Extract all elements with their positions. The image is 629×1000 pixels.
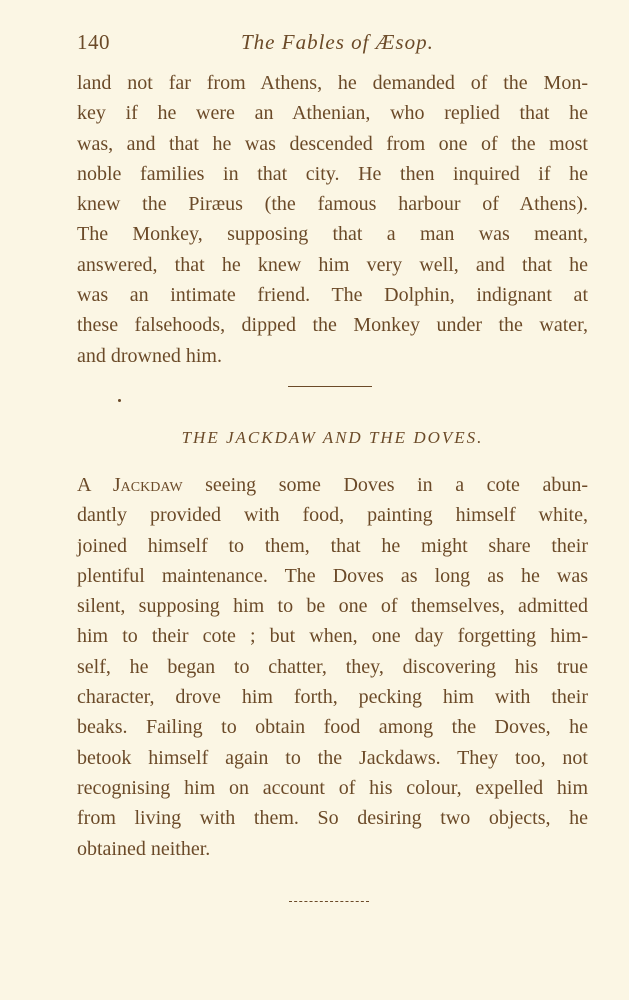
running-title: The Fables of Æsop. [241,30,434,54]
text-line: land not far from Athens, he demanded of the Mon- [77,72,588,94]
first-text-line [77,470,588,500]
text-line: him to their cote ; but when, one day forgetting him- [77,625,588,648]
text-line: silent, supposing him to be one of themselves, admitted [77,595,588,618]
text-line: knew the Piræus (the famous harbour of Athens). [77,193,588,216]
text-line: plentiful maintenance. The Doves as long as he was [77,564,588,587]
opening-word: A [77,474,91,496]
opening-smallcaps: Jackdaw [112,474,183,496]
print-speck [118,399,121,402]
text-line: these falsehoods, dipped the Monkey under the water, [77,314,588,337]
text-line: betook himself again to the Jackdaws. They too, not [77,746,588,769]
first-line-rest: seeing some Doves in a cote abun- [182,474,589,496]
text-line: self, he began to chatter, they, discovering his true [77,655,588,678]
text-line: character, drove him forth, pecking him with their [77,686,588,709]
text-line: answered, that he knew him very well, and that he [77,253,588,276]
text-line: and drowned him. [77,344,222,367]
continuation-paragraph [77,68,588,371]
text-line: from living with them. So desiring two objects, he [77,807,588,830]
end-divider [289,901,369,902]
page-header [77,30,549,60]
fable-paragraph [77,470,588,864]
text-line: recognising him on account of his colour, expelled him [77,776,588,799]
text-line: obtained neither. [77,837,211,860]
fable-title: THE JACKDAW AND THE DOVES. [181,428,484,447]
text-line: dantly provided with food, painting himself white, [77,504,588,527]
page-number: 140 [77,30,110,54]
text-line: The Monkey, supposing that a man was meant, [77,223,588,246]
text-line: beaks. Failing to obtain food among the Doves, he [77,716,588,739]
text-line: joined himself to them, that he might share their [77,534,588,557]
text-line: was an intimate friend. The Dolphin, indignant at [77,284,588,307]
text-line: key if he were an Athenian, who replied that he [77,102,588,125]
text-line: was, and that he was descended from one of the most [77,132,588,155]
section-divider [288,386,372,387]
text-line: noble families in that city. He then inquired if he [77,162,588,185]
